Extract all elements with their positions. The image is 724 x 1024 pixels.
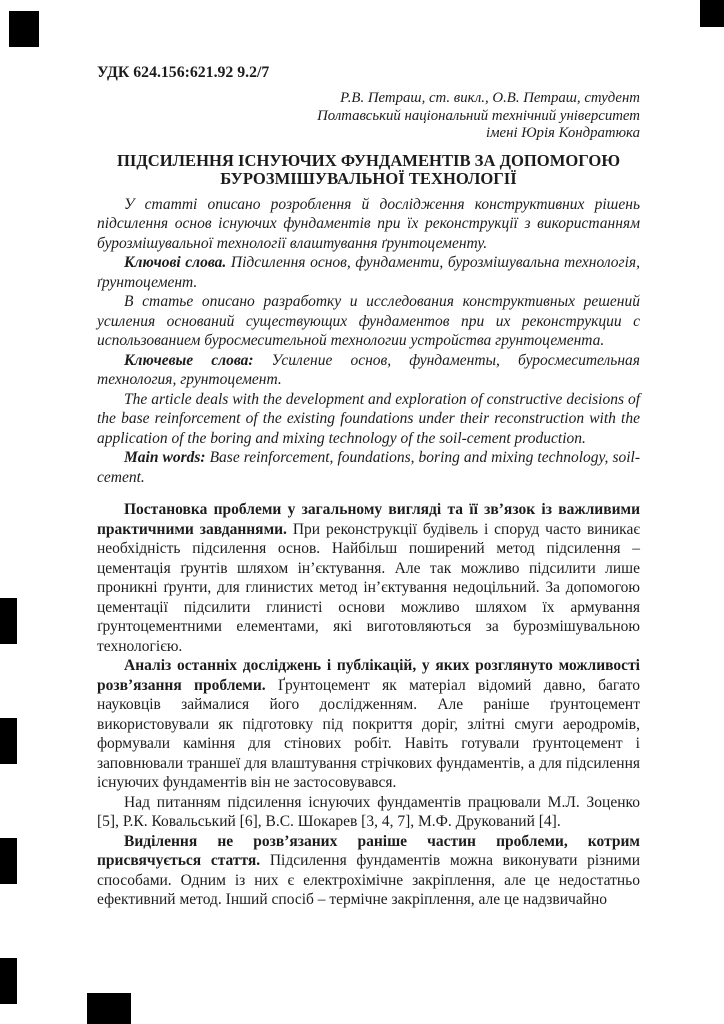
keywords-ru-label: Ключевые слова: [124,351,254,369]
scan-mark-left-1 [0,598,17,644]
body-paragraph-problem [97,500,640,656]
author-line-1: Р.В. Петраш, ст. викл., О.В. Петраш, студент [340,90,640,106]
abstract-ru: В статье описано разработку и исследования конструктивных решений усиления оснований существующих фундаментов при их реконструкции с использованием буросмесительной технологии устройства грунтоцемента. [97,293,640,350]
keywords-en-label: Main words: [124,449,206,467]
body-paragraph-analysis-text: Ґрунтоцемент як матеріал відомий давно, багато науковців займалися його дослідженням. Але раніше ґрунтоцемент використовували як підготовку під покриття доріг, злітні смуги аеродромів, формували каміння для стінових робіт. Навіть готували ґрунтоцемент і заповнювали траншеї для влаштування стрічкових фундаментів, а для підсилення існуючих фундаментів він не застосовувався. [97,676,640,792]
body-paragraph-problem-text: При реконструкції будівель і споруд часто виникає необхідність підсилення основ. Найбільш поширений метод підсилення – цементація ґрунтів шляхом ін’єктування. Але так можливо підсилити лише проникні ґрунти, для глинистих метод ін’єктування недоцільний. За допомогою цементації підсилити глинисті основи можливо шляхом їх армування ґрунтоцементними елементами, які виготовляються за бурозмішувальною технологією. [97,520,640,655]
keywords-en-text: Base reinforcement, foundations, boring and mixing technology, soil-cement. [97,449,640,486]
keywords-ua [97,253,640,292]
body-paragraph-problem-heading: Постановка проблеми у загальному вигляді та її зв’язок із важливими практичними завданнями. [97,501,640,538]
scan-mark-bottom [87,993,131,1024]
keywords-ua-label: Ключові слова. [124,254,227,272]
udc-code: УДК 624.156:621.92 9.2/7 [97,64,270,81]
abstract-ua: У статті описано розроблення й дослідження конструктивних рішень підсилення основ існуючих фундаментів при їх реконструкції з використанням бурозмішувальної технології влаштування ґрунтоцементу. [97,195,640,252]
body-paragraph-analysis-heading: Аналіз останніх досліджень і публікацій, у яких розглянуто можливості розв’язання проблеми. [97,657,640,694]
body-paragraph-unsolved [97,832,640,910]
body-paragraph-unsolved-heading: Виділення не розв’язаних раніше частин проблеми, котрим присвячується стаття. [97,832,640,870]
keywords-ru [97,351,640,390]
scan-mark-left-2 [0,718,17,764]
abstract-en: The article deals with the development and exploration of constructive decisions of the base reinforcement of the existing foundations under their reconstruction with the application of the boring and mixing technology of the soil-cement production. [97,390,640,447]
article-title [97,152,640,189]
keywords-ua-text: Підсилення основ, фундаменти, бурозмішувальна технологія, ґрунтоцемент. [97,254,640,291]
article-title-line-1: ПІДСИЛЕННЯ ІСНУЮЧИХ ФУНДАМЕНТІВ ЗА ДОПОМОГОЮ [116,150,621,170]
body-paragraph-researchers: Над питанням підсилення існуючих фундаментів працювали М.Л. Зоценко [5], Р.К. Ковальський [6], В.С. Шокарев [3, 4, 7], М.Ф. Друкований [4]. [97,793,640,831]
keywords-ru-text: Усиление основ, фундаменты, буросмесительная технология, грунтоцемент. [97,351,641,389]
scan-mark-left-4 [0,958,17,1004]
author-line-3: імені Юрія Кондратюка [486,125,640,141]
article-title-line-2: БУРОЗМІШУВАЛЬНОЇ ТЕХНОЛОГІЇ [220,169,517,189]
page-content [97,63,640,910]
body-paragraph-unsolved-text: Підсилення фундаментів можна виконувати різними способами. Одним із них є електрохімічне закріплення, але це недостатньо ефективний метод. Інший спосіб – термічне закріплення, але це надзвичайно [97,852,640,909]
scan-mark-top-left [9,11,39,47]
scan-mark-left-3 [0,838,17,884]
keywords-en [97,448,640,487]
author-line-2: Полтавський національний технічний університет [317,107,640,124]
scan-mark-top-right [700,0,724,27]
authors-block [97,90,640,143]
body-paragraph-analysis [97,656,640,793]
